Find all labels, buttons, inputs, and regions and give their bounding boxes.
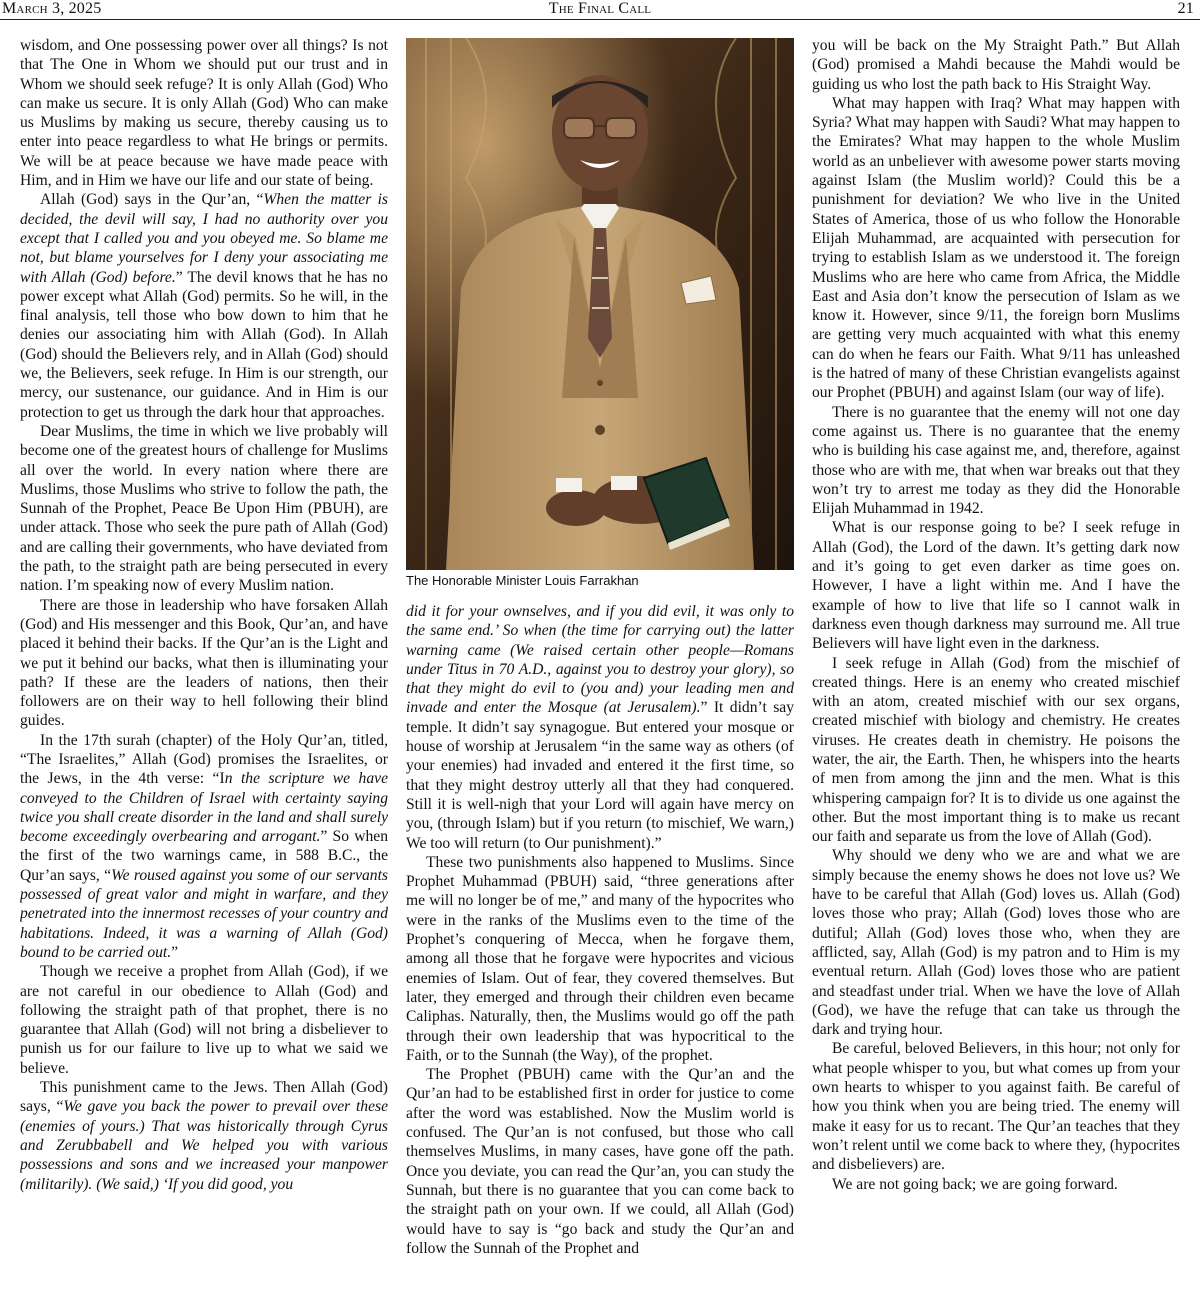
body-text: I seek refuge in Allah (God) from the mischief of created things. Here is an enemy who created mischief with an atom, created mischief with our sex organs, created mischief with biology and chemistry. He creates viruses. He creates death in chemistry. He poisons the water, the air, the Earth. Then, he whispers into the hearts of men from among the jinn and the men. What is this whispering campaign for? It is to divide us one against the other. But the most important thing is to make us recant our faith and separate us from the love of Allah (God). — [812, 654, 1180, 846]
quoted-scripture-text: We roused against you some of our servants possessed of great valor and might in warfare, and they penetrated into the innermost recesses of your country and habitations. Indeed, it was a warning of Allah (God) bound to be carried out. — [20, 866, 388, 961]
portrait-photo — [406, 38, 794, 570]
quoted-scripture-text: We gave you back the power to prevail over these (enemies of yours.) That was historically through Cyrus and Zerubbabell and We helped you with various possessions and sons and we increased your manpower (militarily). (We said,) ‘If you did good, you — [20, 1098, 388, 1193]
body-text: The Prophet (PBUH) came with the Qur’an and the Qur’an had to be established first in order for justice to come after the word was established. Now the Muslim world is confused. The Qur’an is not confused, but those who call themselves Muslims, in many cases, have gone off the path. Once you deviate, you can read the Qur’an, you can study the Sunnah, but there is no guarantee that you can come back to the straight path on your own. If we could, all Allah (God) would have to say is “go back and study the Qur’an and follow the Sunnah of the Prophet and — [406, 1066, 794, 1257]
body-text: wisdom, and One possessing power over all things? Is not that The One in Whom we should put our trust and in Whom we should seek refuge? It is only Allah (God) Who can make us secure. It is only Allah (God) Who can make us Muslims by making us secure, thereby causing us to enter into peace regardless to what He brings or permits. We will be at peace because we have made peace with Him, and in Him we have our life and our state of being. — [20, 37, 388, 190]
paragraph — [20, 1078, 388, 1194]
body-text: There are those in leadership who have forsaken Allah (God) and His messenger and this Book, Qur’an, and have placed it behind their backs. If the Qur’an is the Light and we put it behind our backs, what then is illuminating your path? If these are the leaders of nations, then their followers are on their way to hell following their blind guides. — [20, 596, 388, 730]
body-text: ” — [171, 943, 179, 961]
quoted-scripture-text: When the matter is decided, the devil will say, I had no authority over you except that I called you and you obeyed me. So blame me not, but blame yourselves for I deny your associating me with Allah (God) before. — [20, 191, 388, 286]
page-number: 21 — [1177, 0, 1194, 17]
body-text: What may happen with Iraq? What may happen with Syria? What may happen with Saudi? What may happen to the Emirates? What may happen to the whole Muslim world as an unbeliever with awesome power starts moving against Islam (the Muslim world)? Could this be a punishment for deviation? We who live in the United States of America, those of us who follow the Honorable Elijah Muhammad, are acquainted with persecution for trying to establish Islam as we understood it. The foreign Muslims who are here who came from Africa, the Middle East and Asia don’t know the persecution of Islam as we know it. However, since 9/11, the foreign born Muslims are getting very much acquainted with what this enemy can do when he fears our Faith. What 9/11 has unleashed is the hatred of many of these Christian evangelists against our Prophet (PBUH) and against Islam (our way of life). — [812, 94, 1180, 402]
paragraph — [20, 596, 388, 731]
body-text: We are not going back; we are going forward. — [832, 1175, 1118, 1193]
paragraph — [812, 654, 1180, 847]
body-text: Allah (God) says in the Qur’an, “ — [40, 191, 264, 209]
body-text: Why should we deny who we are and what we are simply because the enemy shows he does not love us? We have to be careful that Allah (God) loves us. Allah (God) loves those who pray; Allah (God) loves those who are dutiful; Allah (God) loves those who, when they are afflicted, say, Allah (God) is my patron and to Him is my eventual return. Allah (God) loves those who are patient and steadfast under trial. When we have the love of Allah (God), we have the refuge that can take us through the dark and trying hour. — [812, 847, 1180, 1039]
body-text: ” It didn’t say temple. It didn’t say synagogue. But entered your mosque or house of worship at Jerusalem “in the same way as others (of your enemies) had invaded and entered it the first time, so that they might destroy utterly all that they had conquered. Still it is well-nigh that your Lord will again have mercy on you, (through Islam) but if you return (to mischief, We warn,) We too will return (to Our punishment).” — [406, 699, 794, 852]
body-text: Be careful, beloved Believers, in this hour; not only for what people whisper to you, but what comes up from your own hearts to whisper to you against faith. Be careful of how you think when you are being tried. The enemy will make it easy for us to recant. The Qur’an teaches that they won’t relent until we come back to where they, (hypocrites and disbelievers) are. — [812, 1040, 1180, 1174]
article-column-1 — [20, 36, 388, 1298]
paragraph — [812, 403, 1180, 519]
body-text: Dear Muslims, the time in which we live probably will become one of the greatest hours of challenge for Muslims all over the world. In every nation where there are Muslims, those Muslims who strive to follow the path, the Sunnah of the Prophet, Peace Be Upon Him (PBUH), are under attack. Those who seek the pure path of Allah (God) and are calling their governments, who have deviated from the path, to the straight path are being persecuted in every nation. I’m speaking now of every Muslim nation. — [20, 422, 388, 595]
issue-date: March 3, 2025 — [2, 0, 102, 17]
article-column-3 — [812, 36, 1180, 1298]
body-text: There is no guarantee that the enemy will not one day come against us. There is no guarantee that the enemy who is building his case against me, and, therefore, against those who are with me, that when war breaks out that they won’t try to arrest me today as they did the Honorable Elijah Muhammad in 1942. — [812, 403, 1180, 518]
quoted-scripture-text: n the scripture we have conveyed to the Children of Israel with certainty saying twice you shall create disorder in the land and shall surely become exceedingly overbearing and arrogant. — [20, 770, 388, 846]
paragraph — [406, 602, 794, 853]
body-text: ” So when the first of the two warnings came, in 588 B.C., the Qur’an says, “ — [20, 828, 388, 884]
body-text: ” The devil knows that he has no power except what Allah (God) permits. So he will, in the final analysis, tell those who bow down to him that he denies our associating him with Allah (God). In Allah (God) should the Believers rely, and in Allah (God) should we, the Believers, seek refuge. In Him is our strength, our mercy, our sustenance, our guidance. And in Him is our protection to get us through the dark hour that approaches. — [20, 268, 388, 421]
paragraph — [812, 1175, 1180, 1194]
paragraph — [20, 422, 388, 596]
body-text: you will be back on the My Straight Path.” But Allah (God) promised a Mahdi because the Mahdi would be guiding us who lost the path back to His Straight Way. — [812, 37, 1180, 93]
paragraph — [812, 36, 1180, 94]
body-text: This punishment came to the Jews. Then Allah (God) says, “ — [20, 1079, 388, 1116]
paragraph — [406, 853, 794, 1065]
article-column-2 — [406, 602, 794, 1298]
quoted-scripture-text: did it for your ownselves, and if you did evil, it was only to the same end.’ So when (the time for carrying out) the latter warning came (We raised certain other people—Romans under Titus in 70 A.D., against you to destroy your glory), so that they might do evil to (you and) your leading men and invade and enter the Mosque (at Jerusalem). — [406, 603, 794, 717]
paragraph — [812, 94, 1180, 403]
body-text: What is our response going to be? I seek refuge in Allah (God), the Lord of the dawn. It’s getting dark now and it’s going to get even darker as time goes on. However, I have a light within me. And I have the example of how to live that life so I cannot walk in darkness even though darkness may surround me. All true Believers will have light even in the darkness. — [812, 519, 1180, 653]
header-rule — [0, 19, 1200, 20]
paragraph — [20, 731, 388, 963]
paragraph — [20, 962, 388, 1078]
paragraph — [20, 190, 388, 422]
paragraph — [812, 1039, 1180, 1174]
paragraph — [812, 518, 1180, 653]
paragraph — [406, 1065, 794, 1258]
paragraph — [812, 846, 1180, 1039]
body-text: In the 17th surah (chapter) of the Holy Qur’an, titled, “The Israelites,” Allah (God) promises the Israelites, or the Jews, in the 4th verse: “I — [20, 731, 388, 788]
page-header — [0, 0, 1200, 20]
photo-caption: The Honorable Minister Louis Farrakhan — [406, 573, 639, 588]
publication-name: The Final Call — [548, 0, 652, 17]
body-text: Though we receive a prophet from Allah (God), if we are not careful in our obedience to Allah (God) and following the straight path of that prophet, there is no guarantee that Allah (God) will not bring a disbeliever to punish us for our failure to live up to what we said we believe. — [20, 963, 388, 1077]
paragraph — [20, 36, 388, 190]
body-text: These two punishments also happened to Muslims. Since Prophet Muhammad (PBUH) said, “three generations after me will no longer be of me,” and many of the hypocrites who were in the ranks of the Muslims even to the time of the Prophet’s conquering of Mecca, when he forgave them, among all those that he forgave were hypocrites and vicious enemies of Islam. Out of fear, they covered themselves. But later, they emerged and through their children even became Caliphas. Naturally, then, the Muslims would go off the path through their own leadership that was hypocritical to the Faith, or to the Sunnah (the Way), of the prophet. — [406, 853, 794, 1064]
